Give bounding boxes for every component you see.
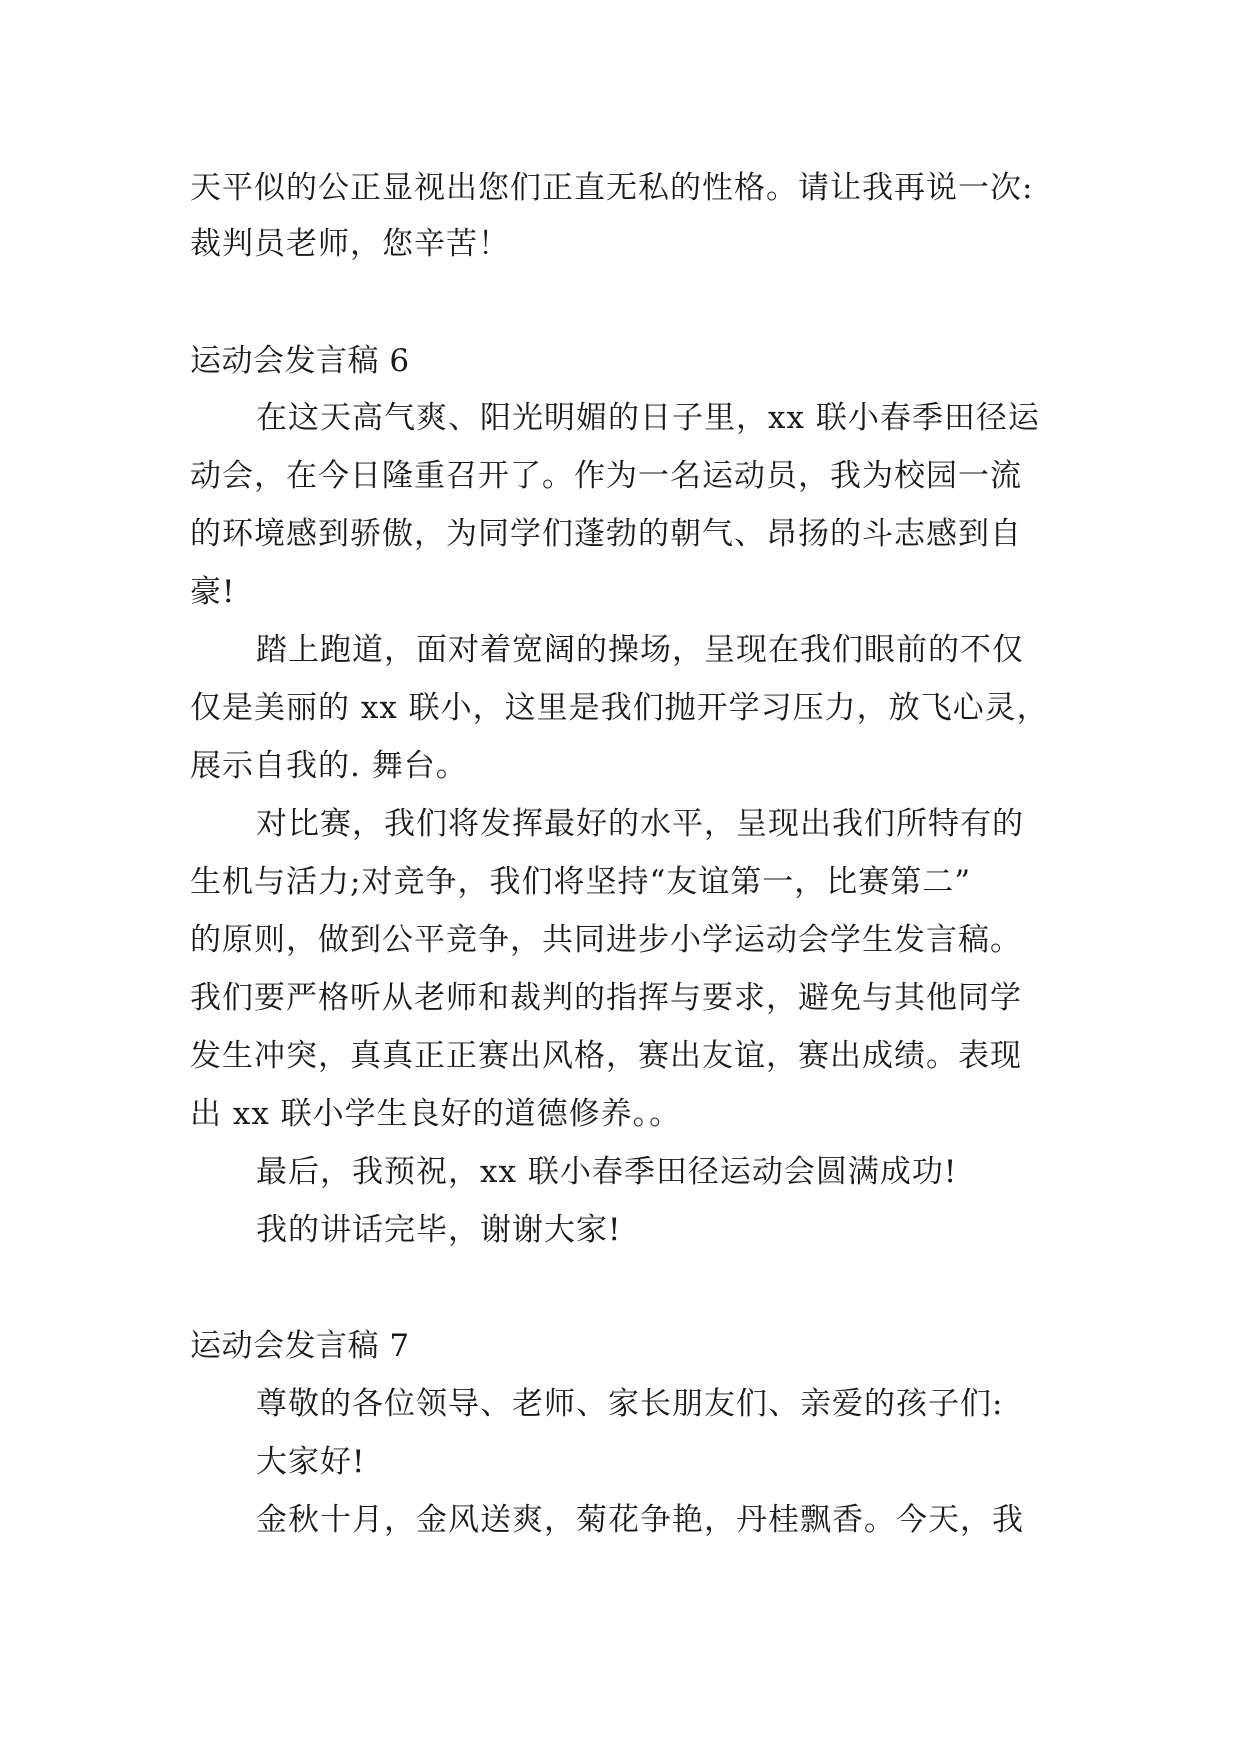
text-line: 生机与活力;对竞争，我们将坚持“友谊第一，比赛第二” xyxy=(190,864,972,900)
text-line: 踏上跑道，面对着宽阔的操场，呈现在我们眼前的不仅 xyxy=(256,632,1024,668)
section-heading: 运动会发言稿 6 xyxy=(190,343,410,379)
text-line: 裁判员老师，您辛苦！ xyxy=(190,226,510,262)
text-line: 天平似的公正显视出您们正直无私的性格。请让我再说一次: xyxy=(190,170,1034,206)
text-line: 我们要严格听从老师和裁判的指挥与要求，避免与其他同学 xyxy=(190,980,1022,1016)
text-line: 最后，我预祝，xx 联小春季田径运动会圆满成功! xyxy=(256,1154,958,1190)
text-line: 发生冲突，真真正正赛出风格，赛出友谊，赛出成绩。表现 xyxy=(190,1038,1022,1074)
text-line: 的环境感到骄傲，为同学们蓬勃的朝气、昂扬的斗志感到自 xyxy=(190,516,1022,552)
text-line: 动会，在今日隆重召开了。作为一名运动员，我为校园一流 xyxy=(190,458,1022,494)
text-line: 出 xx 联小学生良好的道德修养。。 xyxy=(190,1096,682,1132)
text-line: 在这天高气爽、阳光明媚的日子里，xx 联小春季田径运 xyxy=(256,400,1040,436)
text-line: 仅是美丽的 xx 联小，这里是我们抛开学习压力，放飞心灵， xyxy=(190,690,1049,726)
section-heading: 运动会发言稿 7 xyxy=(190,1328,410,1364)
text-line: 豪! xyxy=(190,574,236,610)
text-line: 对比赛，我们将发挥最好的水平，呈现出我们所特有的 xyxy=(256,806,1024,842)
text-line: 尊敬的各位领导、老师、家长朋友们、亲爱的孩子们: xyxy=(256,1386,1004,1422)
text-line: 金秋十月，金风送爽，菊花争艳，丹桂飘香。今天，我 xyxy=(256,1502,1024,1538)
text-line: 的原则，做到公平竞争，共同进步小学运动会学生发言稿。 xyxy=(190,922,1022,958)
text-line: 我的讲话完毕，谢谢大家! xyxy=(256,1212,622,1248)
text-line: 大家好! xyxy=(256,1444,366,1480)
text-line: 展示自我的. 舞台。 xyxy=(190,748,468,784)
